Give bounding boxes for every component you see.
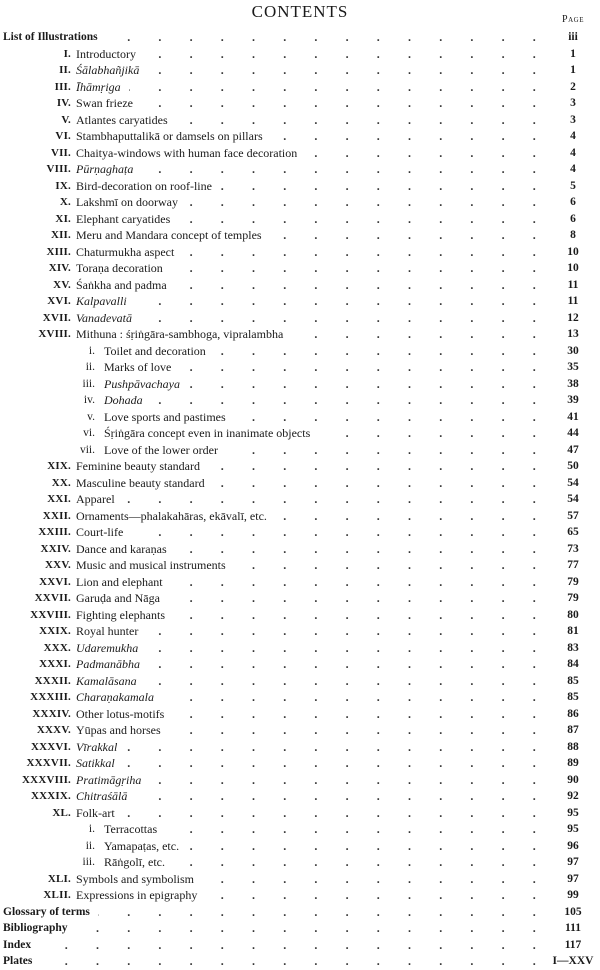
chapter-title: Īhāmṛiga — [76, 79, 121, 94]
page-number: 35 — [567, 361, 579, 373]
chapter-number: I. — [63, 47, 71, 60]
page-number: 85 — [567, 674, 579, 687]
chapter-title: Stambhaputtalikā or damsels on pillars — [76, 129, 263, 143]
page-number: 8 — [570, 229, 576, 241]
page-number: 97 — [567, 856, 579, 868]
chapter-number: VI. — [55, 130, 71, 142]
page-number: 54 — [567, 476, 579, 489]
section-title: Plates — [3, 955, 33, 967]
chapter-title: Satikkal — [76, 756, 115, 770]
toc-entry — [0, 706, 600, 723]
chapter-title: Padmanābha — [76, 657, 140, 671]
toc-entry — [0, 574, 600, 591]
dot-leader — [141, 161, 538, 178]
chapter-number: XXXIX. — [30, 790, 71, 802]
page-column-label: Page — [562, 14, 584, 25]
chapter-title: Toraṇa decoration — [76, 261, 163, 275]
chapter-number: XXVI. — [39, 575, 71, 588]
page-number: 11 — [567, 278, 579, 291]
chapter-title: Court-life — [76, 525, 124, 539]
dot-leader — [140, 310, 538, 327]
toc-entry — [0, 425, 600, 442]
section-title: Glossary of terms — [3, 905, 90, 918]
page-number: 57 — [567, 509, 579, 522]
toc-entry — [0, 227, 600, 244]
dot-leader — [178, 211, 538, 228]
chapter-title: Kalpavalli — [76, 294, 127, 308]
page-number: 3 — [570, 113, 576, 126]
dot-leader — [146, 623, 538, 640]
toc-entry — [0, 178, 600, 195]
chapter-title: Śālabhañjikā — [76, 63, 140, 77]
chapter-number: XVII. — [42, 311, 71, 324]
chapter-number: XXX. — [43, 641, 71, 654]
page-number: 1 — [570, 47, 576, 60]
dot-leader — [173, 854, 538, 871]
toc-entry — [0, 442, 600, 459]
toc-entry — [0, 458, 600, 475]
page-number: 117 — [564, 938, 582, 951]
page-title: CONTENTS — [251, 2, 349, 21]
chapter-number: XXXVII. — [26, 757, 71, 769]
dot-leader — [175, 541, 538, 558]
page-number: 84 — [567, 658, 579, 670]
dot-leader — [291, 326, 538, 343]
subsection-title: Rāṅgolī, etc. — [104, 855, 165, 869]
page-number: 39 — [567, 394, 579, 406]
chapter-title: Pratimāgṛiha — [76, 772, 142, 787]
toc-entry — [0, 541, 600, 558]
chapter-title: Vanadevatā — [76, 310, 132, 325]
toc-entry — [0, 95, 600, 112]
chapter-number: XXXIV. — [32, 707, 71, 720]
chapter-number: XVI. — [47, 295, 71, 307]
chapter-title: Other lotus-motifs — [76, 706, 165, 721]
chapter-title: Chitraśālā — [76, 789, 128, 803]
toc-entry — [0, 607, 600, 624]
section-title: Index — [3, 938, 32, 951]
dot-leader — [234, 409, 538, 426]
toc-entry — [0, 359, 600, 376]
subsection-title: Love of the lower order — [104, 442, 218, 457]
page-number: 79 — [567, 575, 579, 588]
dot-leader — [123, 755, 538, 772]
toc-entry — [0, 128, 600, 145]
dot-leader — [226, 442, 538, 459]
page-number: 86 — [567, 707, 579, 720]
subsection-number: ii. — [85, 839, 95, 852]
dot-leader — [144, 46, 538, 63]
chapter-number: V. — [61, 113, 71, 126]
dot-leader — [213, 475, 538, 492]
toc-entry — [0, 673, 600, 690]
dot-leader — [208, 458, 538, 475]
toc-entry — [0, 409, 600, 426]
dot-leader — [176, 112, 538, 129]
dot-leader — [179, 359, 538, 376]
page-number: 6 — [570, 196, 576, 208]
dot-leader — [148, 656, 538, 673]
dot-leader — [171, 260, 538, 277]
chapter-number: XXXVI. — [30, 740, 71, 753]
toc-entry — [0, 244, 600, 261]
chapter-title: Swan frieze — [76, 96, 133, 110]
page-number: 2 — [570, 80, 576, 93]
chapter-number: III. — [54, 80, 71, 93]
dot-leader — [98, 904, 538, 921]
dot-leader — [182, 244, 538, 261]
page-number: 88 — [567, 740, 579, 753]
toc-entry — [0, 260, 600, 277]
toc-entry — [0, 722, 600, 739]
chapter-number: XIII. — [46, 245, 71, 258]
subsection-title: Love sports and pastimes — [104, 409, 226, 424]
toc-entry — [0, 376, 600, 393]
chapter-title: Chaturmukha aspect — [76, 244, 175, 259]
toc-entry — [0, 623, 600, 640]
chapter-title: Expressions in epigraphy — [76, 888, 198, 902]
page-number: iii — [568, 31, 578, 43]
chapter-title: Ornaments—phalakahāras, ekāvalī, etc. — [76, 508, 267, 523]
toc-entry — [0, 590, 600, 607]
chapter-number: XXXIII. — [30, 691, 71, 703]
dot-leader — [162, 689, 538, 706]
subsection-number: i. — [88, 344, 95, 357]
chapter-number: XXXII. — [34, 674, 71, 687]
page-number: 83 — [567, 641, 579, 654]
dot-leader — [135, 293, 538, 310]
dot-leader — [168, 590, 538, 607]
subsection-title: Dohada — [104, 393, 143, 407]
dot-leader — [106, 29, 538, 46]
page-number: 38 — [567, 377, 579, 390]
toc-entry — [0, 112, 600, 129]
chapter-title: Yūpas and horses — [76, 723, 161, 737]
chapter-title: Dance and karaṇas — [76, 541, 167, 556]
page-number: 73 — [567, 542, 579, 555]
chapter-number: XV. — [53, 278, 71, 291]
chapter-title: Lion and elephant — [76, 574, 163, 589]
page-number: 77 — [567, 559, 579, 571]
chapter-number: XXV. — [45, 559, 71, 571]
toc-entry — [0, 937, 600, 954]
dot-leader — [123, 805, 538, 822]
dot-leader — [186, 194, 538, 211]
chapter-number: XXIII. — [38, 526, 71, 538]
chapter-number: XXIX. — [39, 625, 71, 637]
subsection-number: ii. — [85, 361, 95, 373]
toc-entry — [0, 161, 600, 178]
page-number: 1 — [570, 64, 576, 76]
page-number: 30 — [567, 344, 579, 357]
dot-leader — [141, 95, 538, 112]
toc-entry — [0, 805, 600, 822]
toc-entry — [0, 392, 600, 409]
chapter-number: XX. — [51, 476, 71, 489]
table-of-contents — [0, 29, 600, 970]
chapter-title: Feminine beauty standard — [76, 459, 200, 473]
toc-entry — [0, 524, 600, 541]
page-number: 89 — [567, 757, 579, 769]
toc-entry — [0, 79, 600, 96]
dot-leader — [305, 145, 538, 162]
chapter-title: Atlantes caryatides — [76, 112, 168, 127]
chapter-number: X. — [59, 196, 71, 208]
toc-entry — [0, 293, 600, 310]
chapter-title: Music and musical instruments — [76, 558, 226, 572]
toc-entry — [0, 821, 600, 838]
chapter-number: XXXV. — [36, 724, 71, 736]
dot-leader — [129, 79, 538, 96]
dot-leader — [318, 425, 538, 442]
dot-leader — [146, 640, 538, 657]
chapter-number: VIII. — [46, 163, 71, 175]
page-number: 90 — [567, 773, 579, 786]
dot-leader — [202, 871, 538, 888]
toc-entry — [0, 772, 600, 789]
toc-entry — [0, 211, 600, 228]
subsection-number: iv. — [83, 394, 95, 406]
chapter-number: XXXVIII. — [22, 773, 71, 786]
toc-entry — [0, 640, 600, 657]
subsection-number: i. — [88, 823, 95, 835]
dot-leader — [125, 739, 538, 756]
page-number: 5 — [570, 179, 576, 192]
dot-leader — [123, 491, 538, 508]
toc-entry — [0, 920, 600, 937]
subsection-title: Śṛiṅgāra concept even in inanimate objects — [104, 426, 311, 440]
page-number: 96 — [567, 839, 579, 852]
chapter-title: Garuḍa and Nāga — [76, 591, 160, 605]
subsection-number: iii. — [82, 377, 95, 390]
chapter-number: XXVII. — [34, 592, 71, 604]
page-number: 81 — [567, 625, 579, 637]
chapter-title: Masculine beauty standard — [76, 475, 205, 490]
page-number: 97 — [567, 872, 579, 885]
chapter-title: Introductory — [76, 46, 136, 61]
subsection-number: v. — [87, 410, 95, 423]
page-number: 41 — [567, 410, 579, 423]
chapter-title: Folk-art — [76, 805, 115, 820]
dot-leader — [169, 722, 538, 739]
chapter-number: II. — [59, 64, 71, 76]
page-number: 3 — [570, 97, 576, 109]
toc-entry — [0, 29, 600, 46]
page-number: 10 — [567, 245, 579, 258]
dot-leader — [145, 673, 538, 690]
dot-leader — [205, 887, 538, 904]
toc-entry — [0, 838, 600, 855]
toc-entry — [0, 689, 600, 706]
chapter-number: XXVIII. — [30, 608, 71, 621]
dot-leader — [234, 557, 538, 574]
dot-leader — [275, 508, 538, 525]
subsection-title: Marks of love — [104, 360, 172, 374]
toc-entry — [0, 557, 600, 574]
subsection-number: vii. — [79, 443, 95, 456]
page-number: 92 — [567, 790, 579, 802]
toc-entry — [0, 343, 600, 360]
dot-leader — [39, 937, 538, 954]
page-number: 99 — [567, 889, 579, 901]
dot-leader — [173, 607, 538, 624]
toc-entry — [0, 491, 600, 508]
toc-entry — [0, 739, 600, 756]
toc-entry — [0, 475, 600, 492]
chapter-number: XIV. — [48, 262, 71, 274]
toc-entry — [0, 904, 600, 921]
chapter-title: Bird-decoration on roof-line — [76, 178, 212, 193]
dot-leader — [135, 788, 538, 805]
page-number: 13 — [567, 328, 579, 340]
dot-leader — [270, 227, 538, 244]
dot-leader — [165, 821, 538, 838]
dot-leader — [220, 178, 538, 195]
page-number: 6 — [570, 212, 576, 225]
chapter-number: XXIV. — [40, 542, 71, 555]
page-number: 4 — [570, 146, 576, 159]
dot-leader — [172, 706, 538, 723]
dot-leader — [271, 128, 538, 145]
chapter-number: XXI. — [47, 493, 71, 505]
chapter-title: Mithuna : śṛiṅgāra-sambhoga, vipralambha — [76, 327, 284, 341]
section-title: Bibliography — [3, 922, 68, 934]
page-number: I—XXV — [552, 955, 594, 967]
chapter-number: XLII. — [43, 889, 71, 901]
chapter-number: XVIII. — [38, 328, 71, 340]
chapter-title: Pūrṇaghaṭa — [76, 162, 134, 176]
chapter-number: XI. — [55, 212, 71, 225]
dot-leader — [188, 376, 538, 393]
chapter-title: Lakshmī on doorway — [76, 195, 178, 209]
toc-entry — [0, 62, 600, 79]
page-number: 65 — [567, 526, 579, 538]
chapter-title: Kamalāsana — [76, 673, 137, 688]
dot-leader — [151, 392, 538, 409]
chapter-title: Elephant caryatides — [76, 211, 171, 226]
chapter-title: Fighting elephants — [76, 607, 165, 622]
page-number: 12 — [567, 311, 579, 324]
toc-entry — [0, 953, 600, 970]
dot-leader — [131, 524, 538, 541]
toc-entry — [0, 46, 600, 63]
dot-leader — [175, 277, 538, 294]
toc-entry — [0, 788, 600, 805]
toc-entry — [0, 755, 600, 772]
subsection-title: Yamapaṭas, etc. — [104, 838, 180, 853]
subsection-title: Terracottas — [104, 822, 158, 836]
page-number: 95 — [567, 823, 579, 835]
toc-entry — [0, 326, 600, 343]
page-number: 4 — [570, 163, 576, 175]
toc-entry — [0, 854, 600, 871]
toc-entry — [0, 277, 600, 294]
page-number: 105 — [564, 905, 582, 918]
toc-entry — [0, 194, 600, 211]
toc-entry — [0, 508, 600, 525]
toc-entry — [0, 871, 600, 888]
chapter-number: XLI. — [47, 872, 71, 885]
dot-leader — [187, 838, 538, 855]
dot-leader — [214, 343, 538, 360]
chapter-number: XIX. — [47, 460, 71, 472]
chapter-title: Charaṇakamala — [76, 690, 154, 704]
chapter-title: Śaṅkha and padma — [76, 277, 167, 292]
toc-entry — [0, 887, 600, 904]
page-number: 111 — [565, 922, 581, 934]
chapter-number: VII. — [50, 146, 71, 159]
page-number: 87 — [567, 724, 579, 736]
chapter-title: Meru and Mandara concept of temples — [76, 228, 262, 242]
dot-leader — [40, 953, 538, 970]
page-number: 47 — [567, 443, 579, 456]
chapter-title: Symbols and symbolism — [76, 871, 195, 886]
chapter-number: XXXI. — [39, 658, 71, 670]
toc-entry — [0, 145, 600, 162]
dot-leader — [149, 772, 538, 789]
page-number: 80 — [567, 608, 579, 621]
page-number: 10 — [567, 262, 579, 274]
chapter-title: Apparel — [76, 492, 115, 506]
page-number: 95 — [567, 806, 579, 819]
chapter-title: Udaremukha — [76, 640, 139, 655]
subsection-title: Toilet and decoration — [104, 343, 206, 358]
page-number: 54 — [567, 493, 579, 505]
page-number: 11 — [567, 295, 579, 307]
dot-leader — [171, 574, 538, 591]
page-number: 4 — [570, 130, 576, 142]
chapter-number: IV. — [56, 97, 71, 109]
page-number: 85 — [567, 691, 579, 703]
subsection-number: iii. — [82, 856, 95, 868]
toc-entry — [0, 310, 600, 327]
page-number: 50 — [567, 460, 579, 472]
dot-leader — [76, 920, 538, 937]
chapter-number: XXII. — [42, 509, 71, 522]
subsection-number: vi. — [83, 427, 95, 439]
chapter-number: XL. — [52, 806, 71, 819]
chapter-title: Vīrakkal — [76, 739, 118, 754]
chapter-title: Royal hunter — [76, 624, 139, 638]
page-number: 44 — [567, 427, 579, 439]
subsection-title: Pushpāvachaya — [104, 376, 180, 391]
page-number: 79 — [567, 592, 579, 604]
chapter-title: Chaitya-windows with human face decoration — [76, 145, 298, 160]
toc-entry — [0, 656, 600, 673]
chapter-number: IX. — [55, 179, 71, 192]
chapter-number: XII. — [50, 229, 71, 241]
dot-leader — [147, 62, 538, 79]
section-title: List of Illustrations — [3, 31, 98, 43]
